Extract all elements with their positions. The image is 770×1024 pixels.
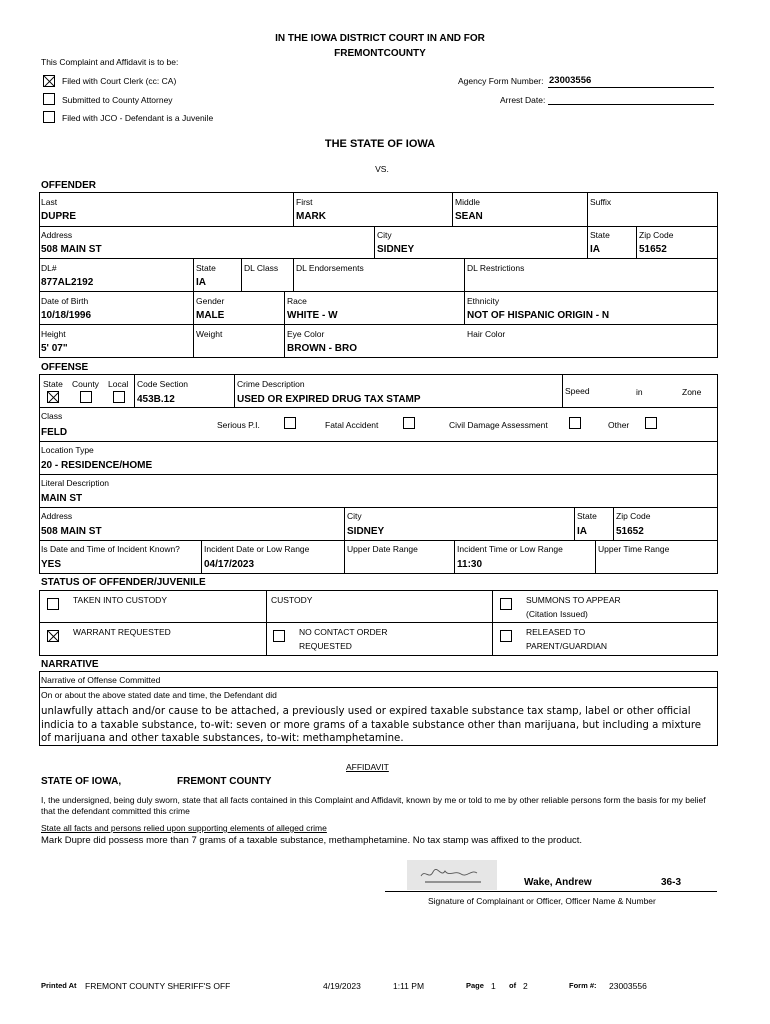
submitted-attorney-checkbox[interactable] [43, 93, 55, 105]
class-label: Class [41, 411, 63, 421]
no-contact-sub-label: REQUESTED [299, 641, 352, 651]
caption-state: THE STATE OF IOWA [324, 138, 436, 150]
address-value: 508 MAIN ST [41, 244, 102, 255]
warrant-label: WARRANT REQUESTED [73, 627, 171, 637]
offense-local-label: Local [108, 379, 129, 389]
gender-value: MALE [196, 310, 225, 321]
footer-printed-label: Printed At [41, 981, 77, 990]
offense-state-checkbox[interactable] [47, 391, 59, 403]
dl-state-value: IA [196, 277, 206, 288]
incident-zip-value: 51652 [616, 526, 644, 537]
city-label: City [377, 230, 392, 240]
status-heading: STATUS OF OFFENDER/JUVENILE [41, 577, 206, 588]
dl-label: DL# [41, 263, 57, 273]
dl-class-label: DL Class [244, 263, 279, 273]
no-contact-label: NO CONTACT ORDER [299, 627, 388, 637]
state-label: State [590, 230, 610, 240]
last-name-value: DUPRE [41, 211, 77, 222]
offense-county-label: County [72, 379, 99, 389]
signature-caption: Signature of Complainant or Officer, Officer Name & Number [428, 896, 656, 906]
summons-checkbox[interactable] [500, 598, 512, 610]
zip-label: Zip Code [639, 230, 674, 240]
affidavit-county: FREMONT COUNTY [177, 776, 272, 787]
no-contact-checkbox[interactable] [273, 630, 285, 642]
officer-signature [407, 860, 497, 890]
other-label: Other [608, 420, 630, 430]
narrative-heading: NARRATIVE [41, 659, 99, 670]
narrative-text: unlawfully attach and/or cause to be attached, a previously used or expired taxable substance tax stamp, label or other official indicia to a taxable substance, to-wit: seven or more grams of a taxable substance other than marijuana, but including a mixture of marijuana and other taxable substances, to-wit: methamphetamine. [41, 706, 702, 744]
serious-pi-label: Serious P.I. [217, 420, 260, 430]
city-value: SIDNEY [377, 244, 415, 255]
ethnicity-value: NOT OF HISPANIC ORIGIN - N [467, 310, 610, 321]
dl-endorsements-label: DL Endorsements [296, 263, 364, 273]
affidavit-title: AFFIDAVIT [346, 762, 389, 772]
incident-date-label: Incident Date or Low Range [204, 544, 310, 554]
incident-state-label: State [577, 511, 597, 521]
released-sub-label: PARENT/GUARDIAN [526, 641, 608, 651]
dl-restrictions-label: DL Restrictions [467, 263, 525, 273]
upper-time-label: Upper Time Range [598, 544, 670, 554]
race-value: WHITE - W [287, 310, 338, 321]
dl-state-label: State [196, 263, 216, 273]
race-label: Race [287, 296, 307, 306]
height-value: 5' 07" [41, 343, 68, 354]
other-checkbox[interactable] [645, 417, 657, 429]
crime-description-value: USED OR EXPIRED DRUG TAX STAMP [237, 394, 421, 405]
fatal-accident-label: Fatal Accident [325, 420, 379, 430]
caption-vs: VS. [375, 164, 389, 174]
state-value: IA [590, 244, 600, 255]
suffix-label: Suffix [590, 197, 612, 207]
facts-text: Mark Dupre did possess more than 7 grams of a taxable substance, methamphetamine. No tax stamp was affixed to the product. [41, 835, 583, 846]
incident-date-value: 04/17/2023 [204, 559, 255, 570]
hair-color-label: Hair Color [467, 329, 506, 339]
footer-form: 23003556 [609, 981, 647, 991]
date-known-value: YES [41, 559, 62, 570]
location-type-label: Location Type [41, 445, 94, 455]
incident-city-label: City [347, 511, 362, 521]
zone-label: Zone [682, 387, 702, 397]
custody-label: CUSTODY [271, 595, 313, 605]
court-title: IN THE IOWA DISTRICT COURT IN AND FOR [275, 33, 485, 44]
released-label: RELEASED TO [526, 627, 586, 637]
upper-date-label: Upper Date Range [347, 544, 418, 554]
civil-damage-checkbox[interactable] [569, 417, 581, 429]
speed-label: Speed [565, 386, 590, 396]
offender-heading: OFFENDER [41, 180, 96, 191]
eye-color-value: BROWN - BRO [287, 343, 357, 354]
date-known-label: Is Date and Time of Incident Known? [41, 544, 180, 554]
arrest-date-label: Arrest Date: [500, 95, 546, 105]
offense-local-checkbox[interactable] [113, 391, 125, 403]
literal-description-label: Literal Description [41, 478, 110, 488]
footer-page: 1 [491, 981, 496, 991]
agency-form-label: Agency Form Number: [458, 76, 544, 86]
zip-value: 51652 [639, 244, 667, 255]
weight-label: Weight [196, 329, 223, 339]
filed-clerk-checkbox[interactable] [43, 75, 55, 87]
incident-state-value: IA [577, 526, 587, 537]
court-county: FREMONTCOUNTY [334, 48, 426, 59]
location-type-value: 20 - RESIDENCE/HOME [41, 460, 153, 471]
code-section-label: Code Section [137, 379, 189, 389]
footer-pages: 2 [523, 981, 528, 991]
officer-name: Wake, Andrew [524, 877, 592, 888]
code-section-value: 453B.12 [137, 394, 175, 405]
facts-label: State all facts and persons relied upon supporting elements of alleged crime [41, 823, 327, 833]
affidavit-state: STATE OF IOWA, [41, 776, 122, 787]
dl-value: 877AL2192 [41, 277, 94, 288]
affidavit-oath: I, the undersigned, being duly sworn, state that all facts contained in this Complaint and Affidavit, known by me or told to me by other reliable persons form the basis for my belief that the defendant committed this crime [41, 795, 706, 816]
first-name-value: MARK [296, 211, 326, 222]
filed-jco-label: Filed with JCO - Defendant is a Juvenile [62, 113, 214, 123]
dob-value: 10/18/1996 [41, 310, 92, 321]
taken-custody-checkbox[interactable] [47, 598, 59, 610]
incident-address-value: 508 MAIN ST [41, 526, 102, 537]
warrant-checkbox[interactable] [47, 630, 59, 642]
dob-label: Date of Birth [41, 296, 89, 306]
fatal-accident-checkbox[interactable] [403, 417, 415, 429]
incident-address-label: Address [41, 511, 73, 521]
offense-heading: OFFENSE [41, 362, 89, 373]
agency-form-number: 23003556 [549, 75, 592, 86]
address-label: Address [41, 230, 73, 240]
literal-description-value: MAIN ST [41, 493, 83, 504]
incident-time-value: 11:30 [457, 559, 483, 570]
first-name-label: First [296, 197, 313, 207]
footer-page-label: Page [466, 981, 484, 990]
incident-zip-label: Zip Code [616, 511, 651, 521]
offense-state-label: State [43, 379, 63, 389]
class-value: FELD [41, 427, 68, 438]
gender-label: Gender [196, 296, 225, 306]
officer-badge: 36-3 [661, 877, 682, 888]
offender-box [39, 192, 718, 358]
footer-date: 4/19/2023 [323, 981, 361, 991]
civil-damage-label: Civil Damage Assessment [449, 420, 548, 430]
filed-jco-checkbox[interactable] [43, 111, 55, 123]
taken-custody-label: TAKEN INTO CUSTODY [73, 595, 167, 605]
eye-color-label: Eye Color [287, 329, 325, 339]
footer-time: 1:11 PM [393, 981, 425, 991]
incident-time-label: Incident Time or Low Range [457, 544, 563, 554]
narrative-label: Narrative of Offense Committed [41, 675, 161, 685]
footer-printed-at: FREMONT COUNTY SHERIFF'S OFF [85, 981, 231, 991]
ethnicity-label: Ethnicity [467, 296, 500, 306]
crime-description-label: Crime Description [237, 379, 305, 389]
height-label: Height [41, 329, 66, 339]
footer-of-label: of [509, 981, 517, 990]
offense-county-checkbox[interactable] [80, 391, 92, 403]
middle-name-label: Middle [455, 197, 481, 207]
summons-label: SUMMONS TO APPEAR [526, 595, 621, 605]
footer-form-label: Form #: [569, 981, 597, 990]
filing-intro: This Complaint and Affidavit is to be: [41, 57, 179, 67]
filed-clerk-label: Filed with Court Clerk (cc: CA) [62, 76, 177, 86]
last-name-label: Last [41, 197, 58, 207]
serious-pi-checkbox[interactable] [284, 417, 296, 429]
summons-sub-label: (Citation Issued) [526, 609, 588, 619]
incident-city-value: SIDNEY [347, 526, 385, 537]
middle-name-value: SEAN [455, 211, 483, 222]
signature-scribble [407, 860, 497, 890]
submitted-attorney-label: Submitted to County Attorney [62, 95, 173, 105]
narrative-intro: On or about the above stated date and time, the Defendant did [41, 690, 277, 700]
speed-in-label: in [636, 387, 643, 397]
released-checkbox[interactable] [500, 630, 512, 642]
